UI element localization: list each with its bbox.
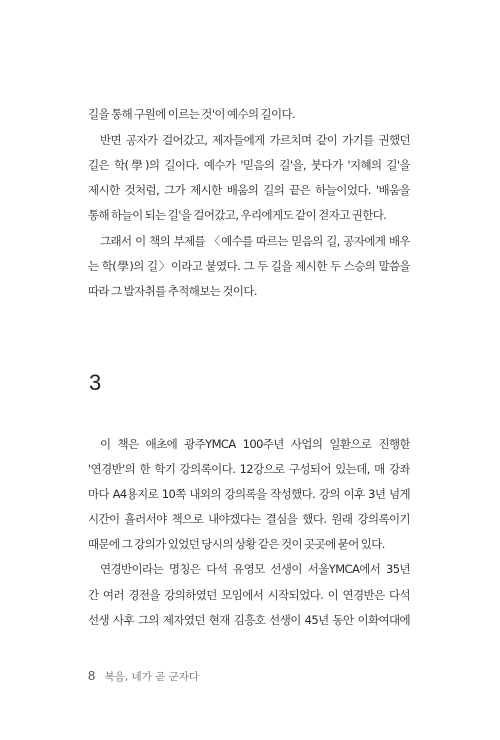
text-line: 마다 A4용지로 10쪽 내외의 강의록을 작성했다. 강의 이후 3년 넘게 <box>88 487 410 501</box>
text-line: 통해 하늘이 되는 길'을 걸어갔고, 우리에게도 같이 걷자고 권한다. <box>88 208 387 222</box>
text-line: 때문에 그 강의가 있었던 당시의 상황 같은 것이 곳곳에 묻어 있다. <box>88 537 385 551</box>
text-line: 반면 공자가 걸어갔고, 제자들에게 가르치며 같이 가기를 권했던 <box>100 133 410 147</box>
page-footer <box>88 668 199 684</box>
text-line: 제시한 것처럼, 그가 제시한 배움의 길의 끝은 하늘이었다. '배움을 <box>88 183 410 197</box>
text-line: 길은 학(學)의 길이다. 예수가 '믿음의 길'을, 붓다가 '지혜의 길'을 <box>88 158 410 172</box>
page-number: 8 <box>88 668 96 683</box>
text-line: 이 책은 애초에 광주YMCA 100주년 사업의 일환으로 진행한 <box>100 437 410 451</box>
section-number: 3 <box>89 370 102 395</box>
text-line: '연경반'의 한 학기 강의록이다. 12강으로 구성되어 있는데, 매 강좌 <box>88 462 410 476</box>
running-title: 복음, 네가 곧 군자다 <box>104 671 200 683</box>
text-line: 는 학(學)의 길〉이라고 붙였다. 그 두 길을 제시한 두 스승의 말씀을 <box>88 259 410 273</box>
text-line: 선생 사후 그의 제자였던 현재 김흥호 선생이 45년 동안 이화여대에 <box>88 613 410 627</box>
text-line: 따라 그 발자취를 추적해보는 것이다. <box>88 284 257 298</box>
text-line: 간 여러 경전을 강의하였던 모임에서 시작되었다. 이 연경반은 다석 <box>88 588 410 602</box>
text-line: 그래서 이 책의 부제를 〈예수를 따르는 믿음의 길, 공자에게 배우 <box>100 234 410 248</box>
text-line: 시간이 흘러서야 책으로 내야겠다는 결심을 했다. 원래 강의록이기 <box>88 512 410 526</box>
text-line: 길을 통해 구원에 이르는 것'이 예수의 길이다. <box>88 107 296 121</box>
text-line: 연경반이라는 명칭은 다석 유영모 선생이 서울YMCA에서 35년 <box>100 562 410 576</box>
